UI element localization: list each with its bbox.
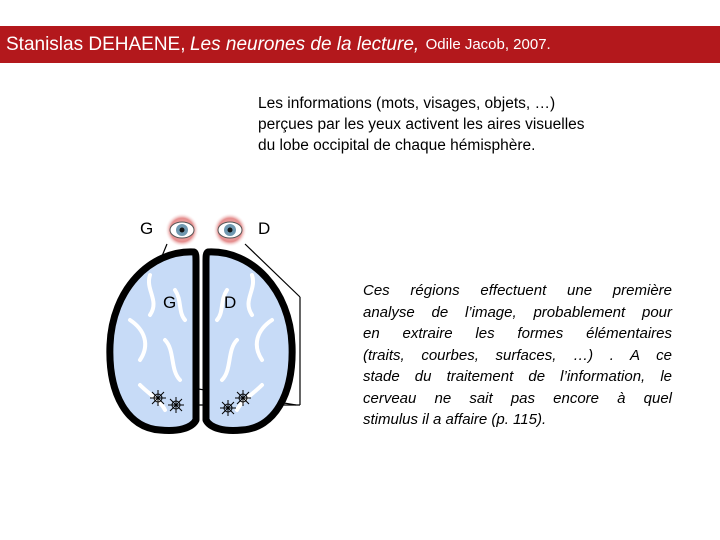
intro-line: perçues par les yeux activent les aires visuelles (258, 116, 585, 133)
brain-hemispheres (110, 252, 292, 431)
hemisphere-right-label: D (224, 293, 237, 312)
hemisphere-left-label: G (163, 293, 177, 312)
header-book-title: Les neurones de la lecture, (189, 33, 420, 55)
note-line: cerveau ne sait pas encore à quel (363, 389, 672, 407)
intro-line: du lobe occipital de chaque hémisphère. (258, 137, 536, 154)
intro-line: Les informations (mots, visages, objets, …) (258, 95, 556, 112)
left-eye-icon (165, 213, 199, 247)
right-eye-icon (213, 213, 247, 247)
note-line: Ces régions effectuent une première (363, 282, 672, 299)
eye-right-label: D (258, 219, 271, 238)
note-line: stimulus il a affaire (p. 115). (363, 411, 547, 428)
spark-icon (220, 400, 236, 416)
spark-icon (168, 397, 184, 413)
eye-left-label: G (140, 219, 154, 238)
note-line: stade du traitement de l’information, le (363, 368, 672, 385)
spark-icon (235, 390, 251, 406)
header-publisher: Odile Jacob, 2007. (425, 36, 551, 53)
spark-icon (150, 390, 166, 406)
explanation-text (363, 280, 672, 431)
note-line: analyse de l’image, probablement pour (363, 303, 672, 321)
note-line: (traits, courbes, surfaces, …) . A ce (363, 346, 672, 364)
note-line: en extraire les formes élémentaires (363, 325, 672, 342)
header-author: Stanislas DEHAENE, (6, 33, 186, 55)
